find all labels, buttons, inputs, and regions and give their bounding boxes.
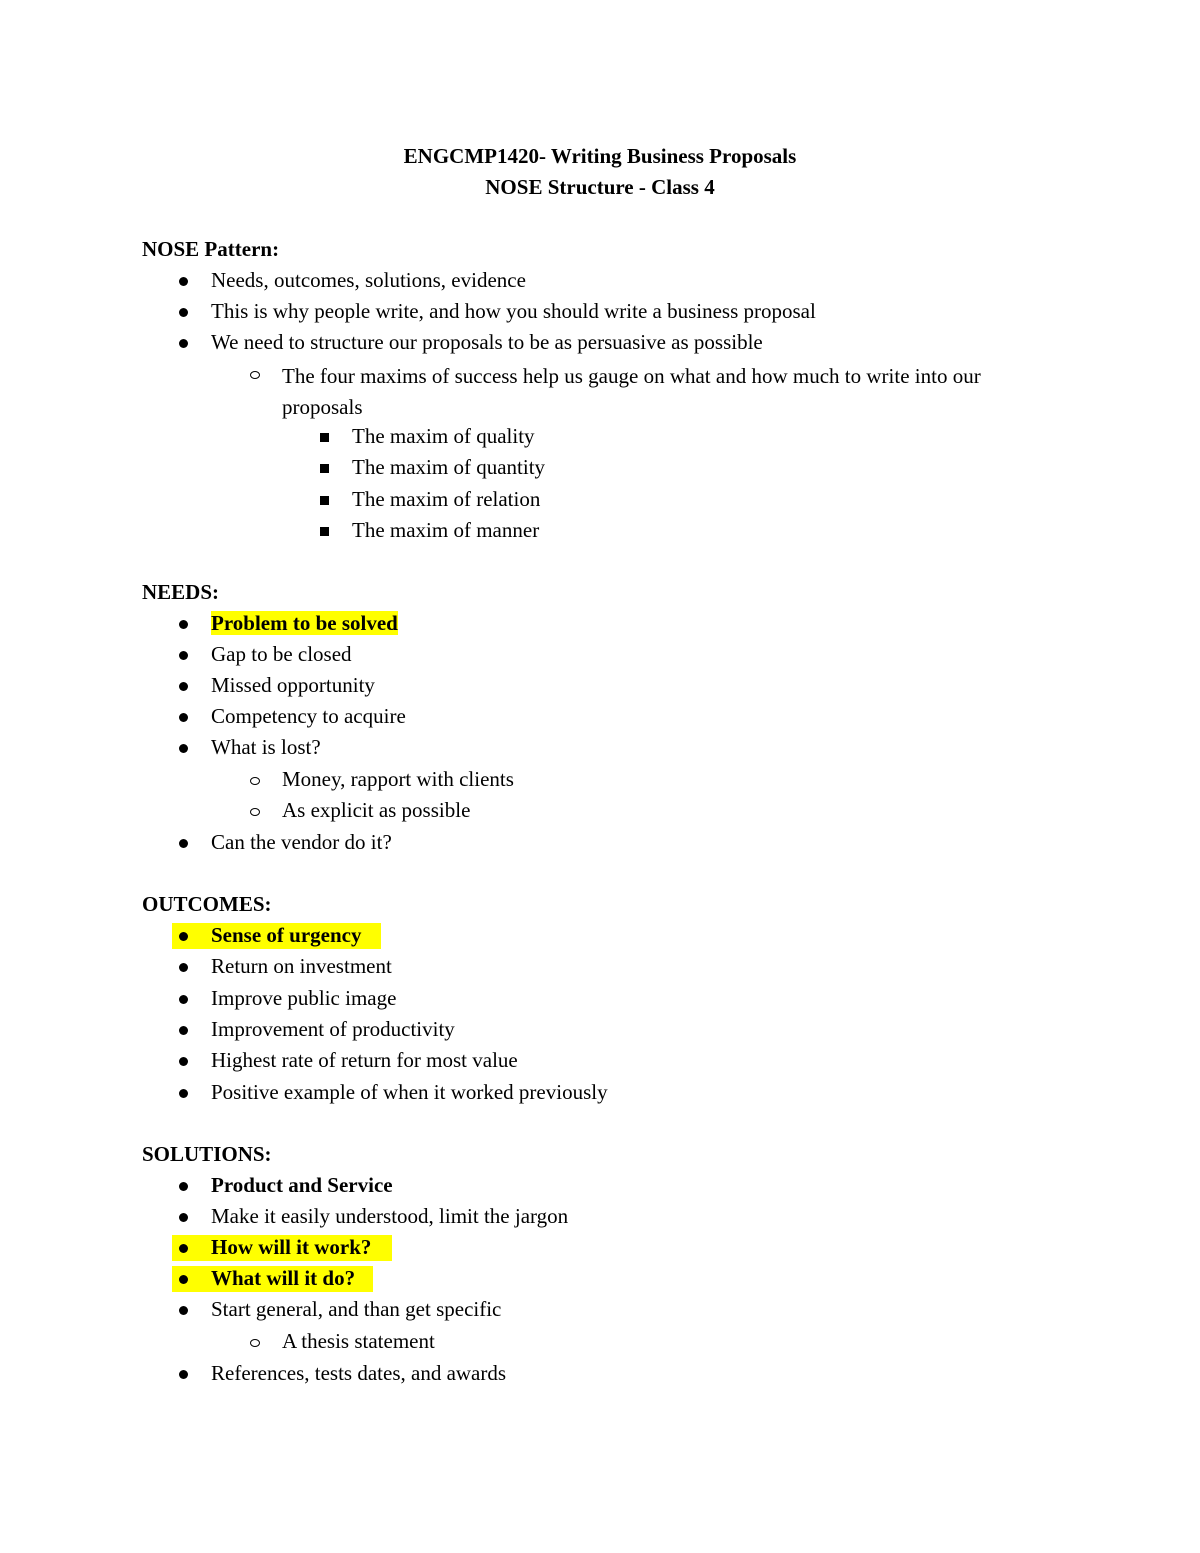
list-item-highlighted: Sense of urgency bbox=[211, 923, 362, 947]
bullet-square bbox=[320, 527, 329, 536]
list-item: The maxim of manner bbox=[352, 518, 540, 542]
bullet-circle bbox=[250, 808, 260, 816]
list-item: The maxim of quantity bbox=[352, 455, 546, 479]
list-item: References, tests dates, and awards bbox=[211, 1361, 507, 1385]
list-item: The maxim of relation bbox=[352, 487, 541, 511]
outcomes-heading: OUTCOMES: bbox=[142, 892, 272, 916]
bullet-circle bbox=[250, 1339, 260, 1347]
document-title: ENGCMP1420- Writing Business Proposals bbox=[403, 144, 797, 168]
bullet-dot bbox=[179, 839, 188, 848]
list-item: Product and Service bbox=[211, 1173, 393, 1197]
list-item: As explicit as possible bbox=[282, 798, 471, 822]
list-item: We need to structure our proposals to be as persuasive as possible bbox=[211, 330, 763, 354]
bullet-circle bbox=[250, 777, 260, 785]
list-item: Make it easily understood, limit the jargon bbox=[211, 1204, 569, 1228]
list-item: Needs, outcomes, solutions, evidence bbox=[211, 268, 526, 292]
list-item: A thesis statement bbox=[282, 1329, 435, 1353]
nose-heading: NOSE Pattern: bbox=[142, 237, 280, 261]
bullet-square bbox=[320, 433, 329, 442]
bullet-dot bbox=[179, 1182, 188, 1191]
document-subtitle: NOSE Structure - Class 4 bbox=[485, 175, 715, 199]
bullet-dot bbox=[179, 277, 188, 286]
bullet-dot bbox=[179, 1244, 188, 1253]
bullet-dot bbox=[179, 1213, 188, 1222]
bullet-dot bbox=[179, 339, 188, 348]
bullet-dot bbox=[179, 932, 188, 941]
bullet-dot bbox=[179, 308, 188, 317]
bullet-dot bbox=[179, 1089, 188, 1098]
list-item: Can the vendor do it? bbox=[211, 830, 392, 854]
list-item: Improvement of productivity bbox=[211, 1017, 455, 1041]
list-item: What is lost? bbox=[211, 735, 321, 759]
list-item: Money, rapport with clients bbox=[282, 767, 514, 791]
bullet-dot bbox=[179, 1370, 188, 1379]
highlight: Problem to be solved bbox=[211, 611, 398, 635]
bullet-circle bbox=[250, 371, 260, 379]
list-item: Competency to acquire bbox=[211, 704, 406, 728]
list-item: Highest rate of return for most value bbox=[211, 1048, 518, 1072]
list-item-highlighted: How will it work? bbox=[211, 1235, 372, 1259]
bullet-dot bbox=[179, 995, 188, 1004]
bullet-dot bbox=[179, 1057, 188, 1066]
list-item: Gap to be closed bbox=[211, 642, 352, 666]
list-item: Positive example of when it worked previously bbox=[211, 1080, 608, 1104]
bullet-dot bbox=[179, 620, 188, 629]
bullet-dot bbox=[179, 744, 188, 753]
list-item-highlighted bbox=[211, 611, 398, 636]
bullet-dot bbox=[179, 1306, 188, 1315]
list-item: The four maxims of success help us gauge on what and how much to write into our proposals bbox=[282, 364, 981, 419]
list-item: Start general, and than get specific bbox=[211, 1297, 502, 1321]
bullet-dot bbox=[179, 1275, 188, 1284]
bullet-dot bbox=[179, 713, 188, 722]
bullet-square bbox=[320, 464, 329, 473]
bullet-dot bbox=[179, 682, 188, 691]
needs-heading: NEEDS: bbox=[142, 580, 220, 604]
list-item: Return on investment bbox=[211, 954, 392, 978]
bullet-dot bbox=[179, 963, 188, 972]
list-item: Improve public image bbox=[211, 986, 397, 1010]
bullet-dot bbox=[179, 651, 188, 660]
list-item: The maxim of quality bbox=[352, 424, 535, 448]
list-item-highlighted: What will it do? bbox=[211, 1266, 356, 1290]
bullet-dot bbox=[179, 1026, 188, 1035]
list-item: Missed opportunity bbox=[211, 673, 375, 697]
solutions-heading: SOLUTIONS: bbox=[142, 1142, 272, 1166]
bullet-square bbox=[320, 496, 329, 505]
list-item: This is why people write, and how you should write a business proposal bbox=[211, 299, 816, 323]
